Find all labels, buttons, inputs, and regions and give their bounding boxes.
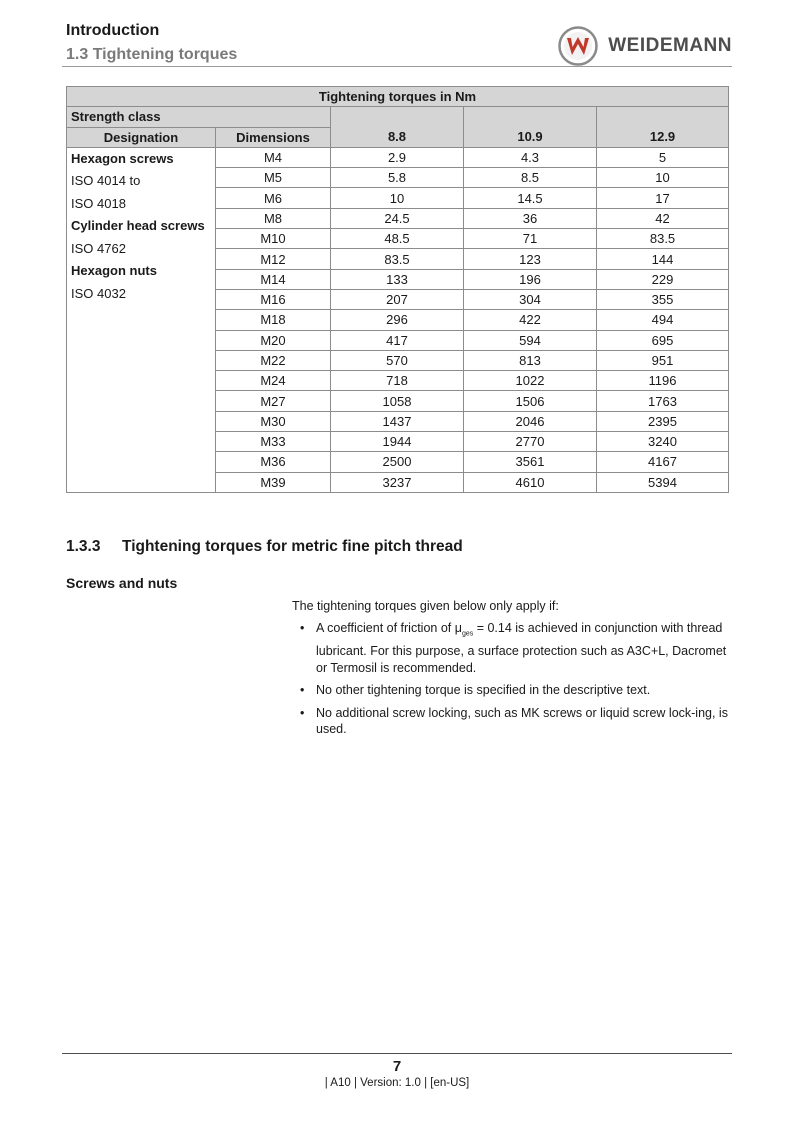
torque-value-cell: 1058 <box>331 391 464 411</box>
torque-value-cell: 133 <box>331 269 464 289</box>
torque-value-cell: 1022 <box>464 371 597 391</box>
torque-value-cell: 4.3 <box>464 147 597 167</box>
torque-value-cell: 417 <box>331 330 464 350</box>
torque-value-cell: 2.9 <box>331 147 464 167</box>
intro-text: The tightening torques given below only apply if: <box>292 599 559 613</box>
torque-value-cell: 14.5 <box>464 188 597 208</box>
torque-value-cell: 2046 <box>464 411 597 431</box>
section-heading <box>66 538 463 556</box>
dimension-cell: M5 <box>216 168 331 188</box>
page-number: 7 <box>392 1058 402 1075</box>
torque-value-cell: 144 <box>597 249 729 269</box>
torque-value-cell: 5 <box>597 147 729 167</box>
class-header-cell <box>331 107 464 148</box>
torque-value-cell: 207 <box>331 289 464 309</box>
torque-value-cell: 83.5 <box>331 249 464 269</box>
torque-value-cell: 10 <box>597 168 729 188</box>
designation-cell <box>67 147 216 492</box>
designation-line: ISO 4032 <box>71 285 126 301</box>
dimension-cell: M33 <box>216 432 331 452</box>
dimensions-header: Dimensions <box>216 127 331 147</box>
torque-value-cell: 3237 <box>331 472 464 492</box>
dimension-cell: M30 <box>216 411 331 431</box>
header-divider <box>62 66 732 67</box>
dimension-cell: M36 <box>216 452 331 472</box>
designation-line: Hexagon nuts <box>71 263 157 279</box>
torque-value-cell: 1763 <box>597 391 729 411</box>
dimension-cell: M12 <box>216 249 331 269</box>
torque-value-cell: 695 <box>597 330 729 350</box>
weidemann-w-logo-icon <box>558 26 598 66</box>
torque-value-cell: 594 <box>464 330 597 350</box>
class-header-cell <box>597 107 729 148</box>
condition-list <box>300 620 728 744</box>
torque-value-cell: 355 <box>597 289 729 309</box>
list-item <box>300 620 728 676</box>
torque-value-cell: 5.8 <box>331 168 464 188</box>
torque-value-cell: 123 <box>464 249 597 269</box>
designation-line: ISO 4762 <box>71 240 126 256</box>
strength-class-label: Strength class <box>67 107 331 127</box>
torque-value-cell: 229 <box>597 269 729 289</box>
chapter-title: Introduction <box>66 22 160 39</box>
brand-name: WEIDEMANN <box>608 35 732 56</box>
bullet-3-text: No additional screw locking, such as MK screws or liquid screw lock‑ing, is used. <box>316 705 728 736</box>
designation-line: ISO 4014 to <box>71 173 141 189</box>
torque-value-cell: 83.5 <box>597 229 729 249</box>
torque-value-cell: 36 <box>464 208 597 228</box>
list-item <box>300 682 728 699</box>
brand-logo <box>558 26 732 66</box>
torque-value-cell: 8.5 <box>464 168 597 188</box>
dimension-cell: M22 <box>216 350 331 370</box>
dimension-cell: M20 <box>216 330 331 350</box>
torque-value-cell: 718 <box>331 371 464 391</box>
torque-value-cell: 2770 <box>464 432 597 452</box>
class-header-8-8: 8.8 <box>387 128 407 144</box>
torque-value-cell: 10 <box>331 188 464 208</box>
dimension-cell: M16 <box>216 289 331 309</box>
torque-value-cell: 1944 <box>331 432 464 452</box>
footer-divider <box>62 1053 732 1054</box>
torque-value-cell: 422 <box>464 310 597 330</box>
dimension-cell: M39 <box>216 472 331 492</box>
class-header-cell <box>464 107 597 148</box>
section-title: 1.3 Tightening torques <box>66 46 238 63</box>
dimension-cell: M4 <box>216 147 331 167</box>
dimension-cell: M6 <box>216 188 331 208</box>
torque-value-cell: 296 <box>331 310 464 330</box>
bullet-1-subscript: ges <box>461 630 474 638</box>
torque-value-cell: 71 <box>464 229 597 249</box>
table-row <box>67 147 729 167</box>
section-number: 1.3.3 <box>66 538 101 555</box>
bullet-icon: • <box>300 705 305 720</box>
bullet-1-pre: A coefficient of friction of μ <box>316 621 462 635</box>
torque-value-cell: 17 <box>597 188 729 208</box>
list-item <box>300 705 728 738</box>
torque-value-cell: 5394 <box>597 472 729 492</box>
section-heading-text: Tightening torques for metric fine pitch thread <box>122 538 463 555</box>
dimension-cell: M14 <box>216 269 331 289</box>
torque-table <box>66 86 729 493</box>
torque-value-cell: 48.5 <box>331 229 464 249</box>
designation-line: Cylinder head screws <box>71 218 205 234</box>
torque-value-cell: 2395 <box>597 411 729 431</box>
dimension-cell: M18 <box>216 310 331 330</box>
bullet-2-text: No other tightening torque is specified in the descriptive text. <box>316 683 651 697</box>
subsection-heading: Screws and nuts <box>66 575 178 591</box>
page-header <box>66 20 732 68</box>
designation-header: Designation <box>67 127 216 147</box>
torque-value-cell: 1196 <box>597 371 729 391</box>
class-header-10-9: 10.9 <box>517 128 543 144</box>
class-header-12-9: 12.9 <box>649 128 676 144</box>
dimension-cell: M27 <box>216 391 331 411</box>
dimension-cell: M24 <box>216 371 331 391</box>
torque-value-cell: 813 <box>464 350 597 370</box>
torque-value-cell: 3240 <box>597 432 729 452</box>
torque-value-cell: 196 <box>464 269 597 289</box>
torque-value-cell: 951 <box>597 350 729 370</box>
torque-value-cell: 1506 <box>464 391 597 411</box>
dimension-cell: M8 <box>216 208 331 228</box>
torque-value-cell: 2500 <box>331 452 464 472</box>
bullet-icon: • <box>300 621 305 635</box>
table-title: Tightening torques in Nm <box>67 87 729 107</box>
torque-value-cell: 4167 <box>597 452 729 472</box>
torque-value-cell: 4610 <box>464 472 597 492</box>
torque-value-cell: 1437 <box>331 411 464 431</box>
dimension-cell: M10 <box>216 229 331 249</box>
designation-line: ISO 4018 <box>71 195 126 211</box>
version-info: | A10 | Version: 1.0 | [en-US] <box>324 1077 470 1089</box>
bullet-1-post: = 0.14 is achieved in conjunction with thread lubricant. For this purpose, a surface protection such as A3C+L, Dacromet or Termosil is recommended. <box>316 621 727 675</box>
designation-line: Hexagon screws <box>71 150 174 166</box>
torque-value-cell: 570 <box>331 350 464 370</box>
torque-value-cell: 42 <box>597 208 729 228</box>
torque-value-cell: 494 <box>597 310 729 330</box>
torque-value-cell: 24.5 <box>331 208 464 228</box>
torque-value-cell: 304 <box>464 289 597 309</box>
bullet-icon: • <box>300 683 305 697</box>
torque-value-cell: 3561 <box>464 452 597 472</box>
